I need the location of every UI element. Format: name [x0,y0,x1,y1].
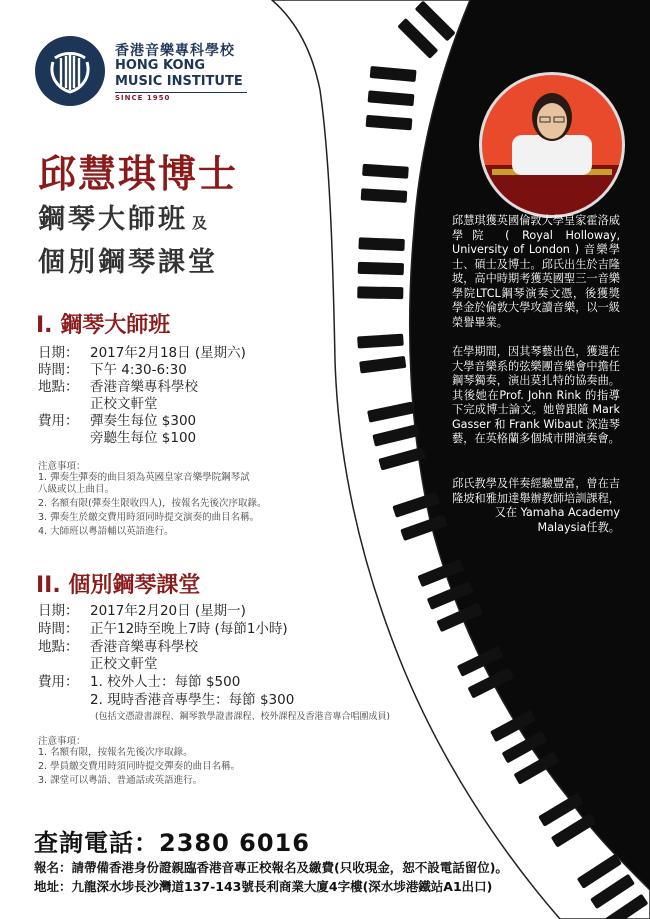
section1-place [38,379,198,396]
section2-notes-title: 注意事項： [38,736,86,747]
date-label: 日期： [38,603,79,619]
black-key [358,262,404,275]
fee-value: 彈奏生每位 $300 [90,413,197,429]
time-value: 正午12時至晚上7時 (每節1小時) [90,621,288,637]
date-value: 2017年2月18日 (星期六) [90,345,246,361]
section1-time [38,362,187,379]
page-title: 邱慧琪博士 [38,152,239,196]
section2-fee [38,674,240,691]
time-value: 下午 4:30-6:30 [90,362,187,378]
section1-notes-title: 注意事項： [38,461,86,472]
portrait-photo [479,72,625,218]
note-item: 3. 彈奏生於繳交費用時須同時提交演奏的曲目名稱。 [38,512,260,523]
section2-time [38,621,288,638]
section1-heading: I. 鋼琴大師班 [36,313,171,338]
section1-fee [38,413,196,430]
section2-fee-2: 2. 現時香港音專學生：每節 $300 [90,692,295,708]
bio-paragraph-2: 在學期間，因其琴藝出色，獲選在大學音樂系的弦樂團音樂會中擔任鋼琴獨奏，演出莫扎特的協奏曲。其後她在Prof. John Rink 的指導下完成博士論文。她曾跟隨 Mark Gasser 和 Frank Wibaut 深造琴藝，在英格蘭多個城市開演奏會。 [452,345,620,445]
address-info: 地址：九龍深水埗長沙灣道137-143號長利商業大廈4字樓(深水埗港鐵站A1出口) [34,879,493,894]
black-key [358,237,404,251]
section2-place [38,639,198,656]
school-since: SINCE 1950 [115,94,171,102]
fee-value: 1. 校外人士：每節 $500 [90,674,241,690]
date-label: 日期： [38,345,79,361]
section2-place-2: 正校文軒堂 [90,656,158,672]
phone-number: 2380 6016 [159,829,310,857]
note-item: 3. 課堂可以粵語、普通話或英語進行。 [38,775,203,786]
section1-date [38,345,246,362]
fee-label: 費用： [38,413,79,429]
place-label: 地點： [38,639,79,655]
subtitle-masterclass: 鋼琴大師班 [38,204,188,235]
time-label: 時間： [38,362,79,378]
place-value: 香港音樂專科學校 [90,379,198,395]
note-item: 2. 名額有限(彈奏生限收四人)，按報名先後次序取錄。 [38,498,267,509]
note-item: 1. 名額有限，按報名先後次序取錄。 [38,747,193,758]
subtitle-and: 及 [192,214,211,232]
phone-label: 查詢電話： [34,829,159,857]
note-item: 八級或以上曲目。 [38,484,115,495]
section2-date [38,603,246,620]
section2-fee-note: (包括文憑證書課程、鋼琴教學證書課程、校外課程及香港音專合唱團成員) [95,712,391,722]
school-name-chinese: 香港音樂專科學校 [115,43,235,59]
school-name-en-line2: MUSIC INSTITUTE [115,74,247,93]
school-logo-icon [35,36,105,106]
section1-place-2: 正校文軒堂 [90,396,158,412]
subtitle-line-1 [38,197,210,236]
place-value: 香港音樂專科學校 [90,639,198,655]
note-item: 4. 大師班以粵語輔以英語進行。 [38,526,174,537]
registration-info: 報名：請帶備香港身份證親臨香港音專正校報名及繳費(只收現金，恕不設電話留位)。 [34,860,508,875]
date-value: 2017年2月20日 (星期一) [90,603,246,619]
note-item: 2. 學員繳交費用時須同時提交彈奏的曲目名稱。 [38,761,241,772]
section2-heading: II. 個別鋼琴課堂 [36,573,201,598]
black-key [357,286,403,299]
subtitle-line-2: 個別鋼琴課堂 [38,247,218,278]
bio-paragraph-1: 邱慧琪獲英國倫敦大學皇家霍洛威學院 ( Royal Holloway, University of London ) 音樂學士、碩士及博士。邱氏出生於吉隆坡，高中時期考獲英國聖三一音樂學院LTCL鋼琴演奏文憑，後獲獎學金於倫敦大學攻讀音樂，以一級榮譽畢業。 [452,214,620,329]
school-name-en-line1: HONG KONG [115,58,206,73]
bio-paragraph-3: 邱氏教學及伴奏經驗豐富，曾在吉隆坡和雅加達舉辦教師培訓課程，又在 Yamaha Academy Malaysia任教。 [452,477,620,534]
section1-fee-2: 旁聽生每位 $100 [90,430,197,446]
contact-phone [34,823,310,858]
place-label: 地點： [38,379,79,395]
note-item: 1. 彈奏生彈奏的曲目須為英國皇家音樂學院鋼琴試 [38,472,250,483]
school-name-english [115,58,275,93]
time-label: 時間： [38,621,79,637]
fee-label: 費用： [38,674,79,690]
